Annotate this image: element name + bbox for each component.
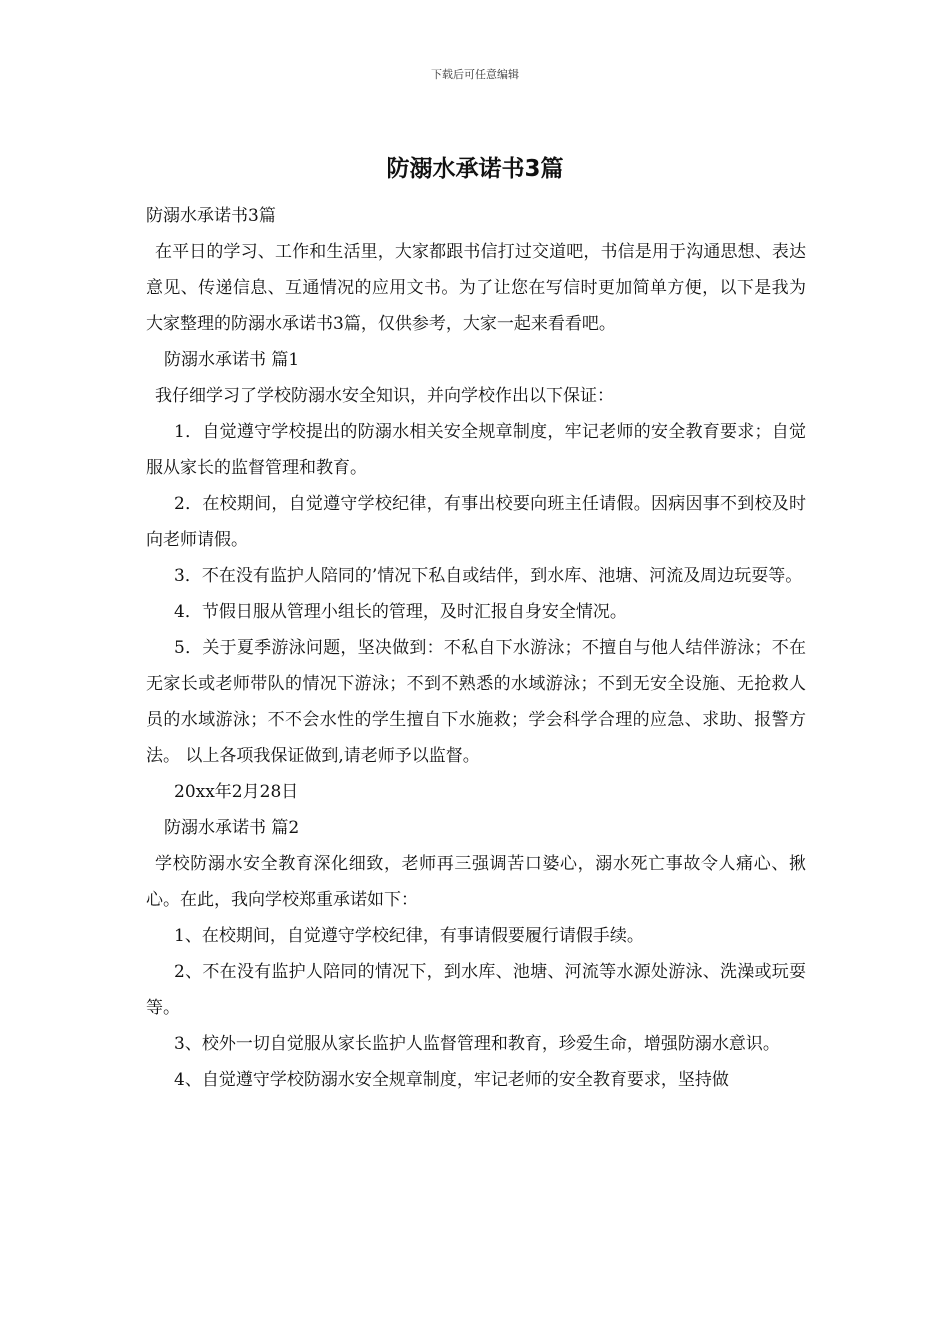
section-heading-2: 防溺水承诺书 篇2 [164,818,300,838]
list-item: 3．不在没有监护人陪同的’情况下私自或结伴，到水库、池塘、河流及周边玩耍等。 [174,566,803,586]
body-paragraph: 我仔细学习了学校防溺水安全知识，并向学校作出以下保证： [155,386,614,406]
list-item: 1．自觉遵守学校提出的防溺水相关安全规章制度，牢记老师的安全教育要求；自觉服从家长的监督管理和教育。 [146,422,806,478]
list-item: 5．关于夏季游泳问题，坚决做到：不私自下水游泳；不擅自与他人结伴游泳；不在无家长或老师带队的情况下游泳；不到不熟悉的水域游泳；不到无安全设施、无抢救人员的水域游泳；不不会水性的学生擅自下水施救；学会科学合理的应急、求助、报警方法。 以上各项我保证做到,请老师予以监督。 [146,638,806,766]
list-item: 4．节假日服从管理小组长的管理，及时汇报自身安全情况。 [174,602,627,622]
header-note: 下载后可任意编辑 [431,68,519,81]
list-item: 2、不在没有监护人陪同的情况下，到水库、池塘、河流等水源处游泳、洗澡或玩耍等。 [146,962,806,1018]
document-title: 防溺水承诺书3篇 [386,156,564,182]
list-item: 1、在校期间，自觉遵守学校纪律，有事请假要履行请假手续。 [174,926,644,946]
list-item: 2．在校期间，自觉遵守学校纪律，有事出校要向班主任请假。因病因事不到校及时向老师请假。 [146,494,806,550]
section-heading-1: 防溺水承诺书 篇1 [164,350,300,370]
document-body [146,198,806,1098]
list-item: 3、校外一切自觉服从家长监护人监督管理和教育，珍爱生命，增强防溺水意识。 [174,1034,780,1054]
intro-paragraph: 在平日的学习、工作和生活里，大家都跟书信打过交道吧，书信是用于沟通思想、表达意见、传递信息、互通情况的应用文书。为了让您在写信时更加简单方便，以下是我为大家整理的防溺水承诺书3篇，仅供参考，大家一起来看看吧。 [146,242,806,334]
list-item: 4、自觉遵守学校防溺水安全规章制度，牢记老师的安全教育要求，坚持做 [174,1070,729,1090]
body-paragraph: 学校防溺水安全教育深化细致，老师再三强调苦口婆心，溺水死亡事故令人痛心、揪心。在此，我向学校郑重承诺如下： [146,854,806,910]
subtitle-paragraph: 防溺水承诺书3篇 [146,206,276,226]
date-line: 20xx年2月28日 [174,782,299,802]
